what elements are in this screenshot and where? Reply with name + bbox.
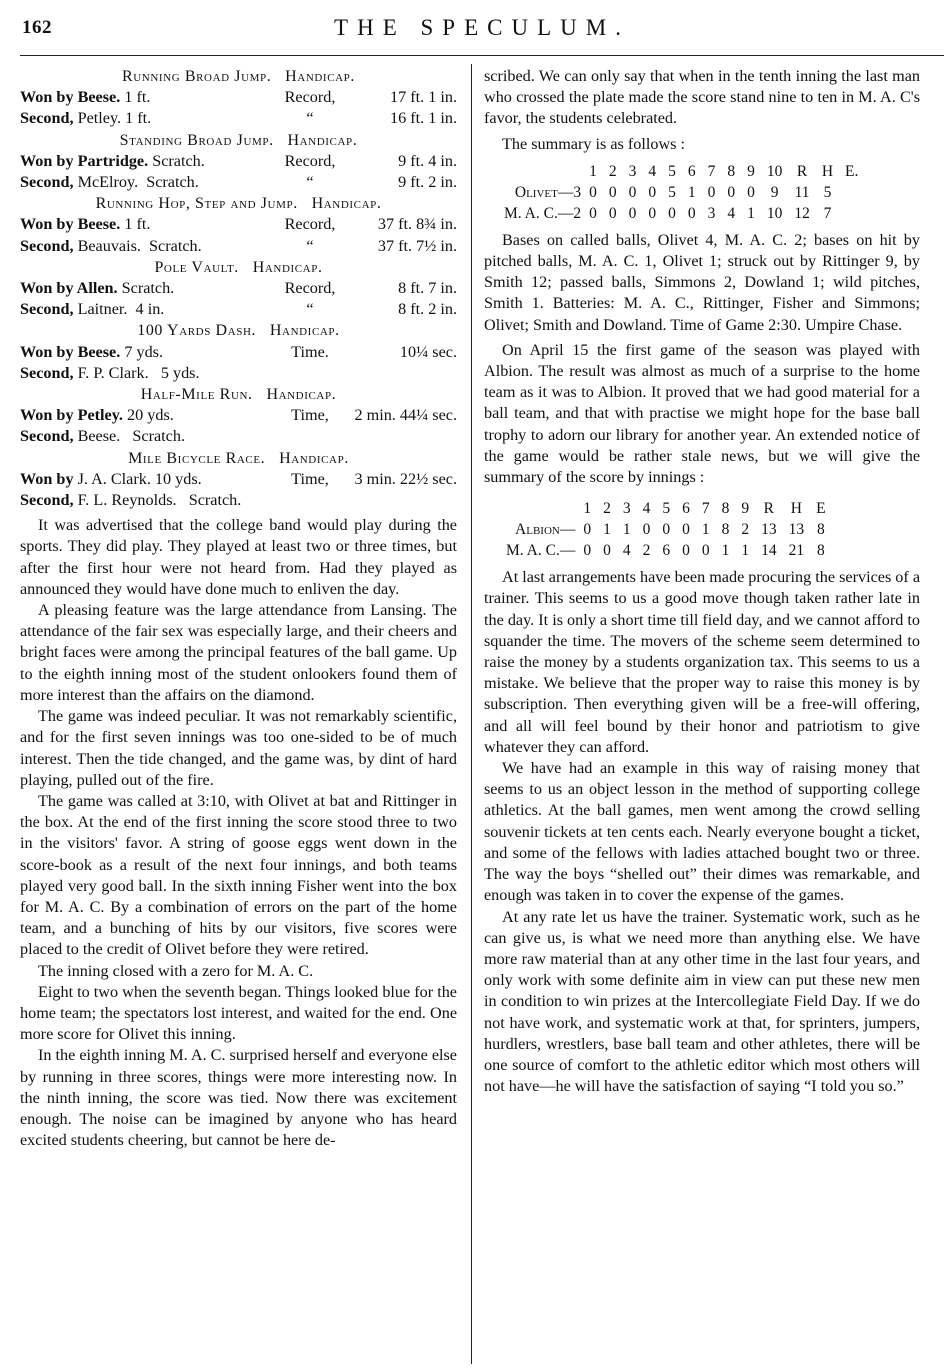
inning-header: 2 bbox=[603, 500, 611, 518]
event-result-row bbox=[20, 214, 457, 235]
score-cell: 2 bbox=[741, 521, 750, 539]
placing: Second, bbox=[20, 109, 74, 128]
event-result-row bbox=[20, 108, 457, 129]
event-heading: Mile Bicycle Race. Handicap. bbox=[128, 449, 349, 467]
handicap-detail: Scratch. bbox=[152, 151, 205, 170]
inning-header: 8 bbox=[721, 500, 730, 518]
event-result-row bbox=[20, 342, 457, 363]
event-result-row bbox=[20, 87, 457, 108]
score-cell: 0 bbox=[747, 183, 755, 201]
record-value: 16 ft. 1 in. bbox=[390, 109, 457, 128]
score-cell: 1 bbox=[721, 542, 730, 560]
score-cell: 21 bbox=[788, 542, 805, 560]
inning-header: 7 bbox=[701, 500, 710, 518]
inning-header: 10 bbox=[766, 162, 783, 180]
event-result-row bbox=[20, 172, 457, 193]
record-value: 37 ft. 7½ in. bbox=[377, 236, 457, 255]
event-result-row bbox=[20, 405, 457, 426]
publication-title: THE SPECULUM. bbox=[334, 15, 630, 40]
score-cell: 0 bbox=[642, 521, 651, 539]
placing: Won by Partridge. bbox=[20, 151, 149, 170]
record-label: Record, bbox=[284, 151, 336, 170]
placing: Won by Petley. bbox=[20, 406, 123, 425]
record-label: Record, bbox=[284, 88, 336, 107]
inning-header: E bbox=[816, 500, 826, 518]
inning-header: 9 bbox=[741, 500, 750, 518]
score-cell: 0 bbox=[682, 521, 690, 539]
placing: Won by Beese. bbox=[20, 342, 121, 361]
event-result-row bbox=[20, 278, 457, 299]
right-column bbox=[484, 66, 920, 1097]
field-day-results bbox=[20, 66, 457, 511]
inning-header: 7 bbox=[707, 162, 716, 180]
record-value: 10¼ sec. bbox=[399, 342, 457, 361]
page-number: 162 bbox=[22, 17, 52, 38]
score-cell: 3 bbox=[707, 204, 716, 222]
event-result-row bbox=[20, 426, 457, 447]
inning-header: H bbox=[821, 162, 834, 180]
paragraph-trainer: At last arrangements have been made procuring the services of a trainer. This seems to us a good move though taken rather late in the day. It is only a short time till field day, and we cannot afford to squander the time. The movers of the scheme seem determined to raise the money by a students organization tax. This seems to us a mistake. We believe that the proper way to raise this money is by subscription. Then everything given will be a free-will offering, and all will feel bound by their honor and patriotism to give whatever they can afford. bbox=[484, 568, 921, 756]
team-name: M. A. C.—2 bbox=[504, 204, 582, 222]
event-result-row bbox=[20, 490, 457, 511]
placing: Won by Beese. bbox=[20, 215, 121, 234]
inning-header: 4 bbox=[648, 162, 657, 180]
score-cell: 13 bbox=[761, 521, 777, 539]
record-label: Time, bbox=[291, 469, 329, 488]
score-cell: 0 bbox=[628, 183, 637, 201]
paragraph-game-called: The game was called at 3:10, with Olivet at bat and Rittinger in the box. At the end of the first inning the score stood three to two in the visitors' favor. A string of goose eggs went down in the score-book as a result of the next four innings, and both teams played very good ball. In the sixth inning Fisher went into the box for M. A. C. By a combination of errors on the part of the home team, and a bunching of hits by our visitors, five scores were placed to the credit of Olivet before they were retired. bbox=[20, 791, 457, 959]
placing: Second, bbox=[20, 427, 74, 446]
header-rule bbox=[20, 55, 944, 56]
score-cell: 11 bbox=[794, 183, 810, 201]
page-header bbox=[0, 0, 944, 52]
paragraph-seventh-inning: Eight to two when the seventh began. Things looked blue for the home team; the spectators lost interest, and waited for the end. One more score for Olivet this inning. bbox=[20, 982, 457, 1044]
record-value: 9 ft. 2 in. bbox=[398, 173, 457, 192]
inning-header: 6 bbox=[682, 500, 690, 518]
handicap-detail: Laitner. 4 in. bbox=[77, 300, 165, 319]
record-label: “ bbox=[306, 236, 314, 255]
inning-header: 8 bbox=[727, 162, 736, 180]
team-score-row bbox=[500, 540, 832, 561]
summary-details: Bases on called balls, Olivet 4, M. A. C. 2; bases on hit by pitched balls, M. A. C. 1, Olivet 1; struck out by Rittinger 9, by Smith 12; passed balls, Simmons 2, Dowland 1; wild pitches, Smith 1. Batteries: M. A. C., Rittinger, Fisher and Simmons; Olivet; Smith and Dowland. Time of Game 2:30. Umpire Chase. bbox=[484, 230, 920, 334]
score-cell: 5 bbox=[668, 183, 676, 201]
team-score-row bbox=[498, 182, 864, 203]
event-result-row bbox=[20, 299, 457, 320]
handicap-detail: Beauvais. Scratch. bbox=[77, 236, 202, 255]
record-value: 17 ft. 1 in. bbox=[390, 88, 457, 107]
handicap-detail: 1 ft. bbox=[124, 215, 151, 234]
handicap-detail: McElroy. Scratch. bbox=[77, 173, 199, 192]
score-cell: 4 bbox=[727, 204, 736, 222]
record-label: Record, bbox=[284, 215, 336, 234]
paragraph-albion-game: On April 15 the first game of the season was played with Albion. The result was almost as much of a surprise to the home team as it was to Albion. It proved that we had good material for a ball team, and that with practise we might hope for the base ball trophy to adorn our library for another year. An extended notice of the game would be rather stale news, but we will give the summary of the score by innings : bbox=[484, 340, 920, 487]
inning-header bbox=[500, 498, 577, 519]
inning-header: 1 bbox=[583, 500, 592, 518]
event-heading: Running Hop, Step and Jump. Handicap. bbox=[95, 195, 382, 213]
team-name: M. A. C.— bbox=[506, 542, 576, 560]
handicap-detail: Beese. Scratch. bbox=[77, 427, 186, 446]
column-divider bbox=[471, 64, 472, 1364]
record-label: “ bbox=[306, 173, 314, 192]
record-label: Time. bbox=[291, 342, 329, 361]
score-cell: 9 bbox=[770, 183, 779, 201]
event-result-row bbox=[20, 469, 457, 490]
record-value: 37 ft. 8¾ in. bbox=[377, 215, 457, 234]
event-result-row bbox=[20, 151, 457, 172]
score-cell: 0 bbox=[701, 542, 710, 560]
record-value: 3 min. 22½ sec. bbox=[354, 469, 457, 488]
score-cell: 0 bbox=[628, 204, 637, 222]
paragraph-game-peculiar: The game was indeed peculiar. It was not remarkably scientific, and for the first seven innings was too one-sided to be of much interest. Then the tide changed, and the game was, by dint of hard playing, pulled out of the fire. bbox=[20, 707, 457, 789]
albion-score-table bbox=[500, 498, 832, 561]
record-label: “ bbox=[306, 300, 314, 319]
record-label: Time, bbox=[291, 406, 329, 425]
score-cell: 1 bbox=[741, 542, 750, 560]
score-cell: 0 bbox=[648, 183, 657, 201]
placing: Second, bbox=[20, 236, 74, 255]
left-column bbox=[20, 66, 457, 1151]
inning-header: 3 bbox=[622, 500, 631, 518]
score-cell: 7 bbox=[823, 204, 832, 222]
inning-header: 5 bbox=[668, 162, 676, 180]
team-name: Olivet—3 bbox=[514, 183, 582, 201]
inning-header: H bbox=[790, 500, 802, 518]
event-result-row bbox=[20, 236, 457, 257]
score-header-row bbox=[498, 161, 864, 182]
paragraph-band: It was advertised that the college band would play during the sports. They did play. They played at least two or three times, but after the first hour were not heard from. Had they played as announced they would have done much to enliven the day. bbox=[20, 516, 457, 598]
inning-header: 9 bbox=[747, 162, 755, 180]
handicap-detail: 7 yds. bbox=[124, 342, 164, 361]
handicap-detail: Scratch. bbox=[121, 279, 175, 298]
score-cell: 0 bbox=[589, 183, 597, 201]
record-value: 9 ft. 4 in. bbox=[398, 151, 457, 170]
score-cell: 1 bbox=[622, 521, 631, 539]
team-score-row bbox=[500, 519, 832, 540]
score-cell: 6 bbox=[662, 542, 671, 560]
score-cell: 2 bbox=[642, 542, 651, 560]
score-header-row bbox=[500, 498, 832, 519]
score-cell: 0 bbox=[583, 521, 592, 539]
inning-header: R bbox=[796, 162, 808, 180]
score-cell: 0 bbox=[668, 204, 676, 222]
inning-header: 3 bbox=[628, 162, 637, 180]
event-heading: Pole Vault. Handicap. bbox=[154, 258, 323, 276]
score-cell: 0 bbox=[608, 183, 617, 201]
handicap-detail: Petley. 1 ft. bbox=[77, 109, 152, 128]
inning-header: E. bbox=[845, 162, 859, 180]
inning-header: 2 bbox=[608, 162, 617, 180]
event-heading: Half-Mile Run. Handicap. bbox=[140, 386, 337, 404]
inning-header: 5 bbox=[662, 500, 671, 518]
score-cell: 8 bbox=[721, 521, 730, 539]
score-cell: 1 bbox=[603, 521, 611, 539]
score-cell: 0 bbox=[648, 204, 657, 222]
placing: Won by Beese. bbox=[20, 88, 121, 107]
score-cell: 1 bbox=[687, 183, 696, 201]
score-cell: 1 bbox=[747, 204, 755, 222]
placing: Second, bbox=[20, 300, 74, 319]
record-value: 8 ft. 7 in. bbox=[398, 279, 457, 298]
summary-intro: The summary is as follows : bbox=[502, 134, 685, 153]
placing: Second, bbox=[20, 363, 74, 382]
inning-header: 4 bbox=[642, 500, 651, 518]
score-cell: 8 bbox=[816, 521, 825, 539]
placing: Won by bbox=[20, 469, 74, 488]
event-heading: Standing Broad Jump. Handicap. bbox=[119, 131, 358, 149]
paragraph-raising-money: We have had an example in this way of raising money that seems to us an object lesson in the method of supporting college athletics. At the ball games, men went among the crowd selling souvenir tickets at ten cents each. Nearly everyone bought a ticket, and some of the fellows with ladies attached bought two or three. The way the boys “shelled out” their dimes was remarkable, and enough was taken in to cover the expense of the games. bbox=[484, 759, 920, 905]
paragraph-continued: scribed. We can only say that when in the tenth inning the last man who crossed the plate made the score stand nine to ten in M. A. C's favor, the students celebrated. bbox=[484, 67, 920, 128]
score-cell: 10 bbox=[766, 204, 783, 222]
paragraph-systematic-work: At any rate let us have the trainer. Systematic work, such as he can give us, is what we need more than anything else. We have more raw material than at any other time in the last four years, and only work with some definite aim in view can put these new men in condition to win prizes at the Intercollegiate Field Day. If we do not have work, and systematic work at that, for sprinters, jumpers, hurdlers, wrestlers, base ball team and other athletes, there will be one source of comfort to the athletic editor which most others will not have—he will have the satisfaction of saying “I told you so.” bbox=[484, 907, 920, 1096]
handicap-detail: F. P. Clark. 5 yds. bbox=[77, 363, 200, 382]
olivet-score-table bbox=[498, 161, 864, 224]
score-cell: 0 bbox=[682, 542, 690, 560]
score-cell: 8 bbox=[816, 542, 825, 560]
handicap-detail: F. L. Reynolds. Scratch. bbox=[77, 491, 242, 510]
score-cell: 5 bbox=[823, 183, 832, 201]
handicap-detail: 1 ft. bbox=[124, 88, 151, 107]
team-name: Albion— bbox=[515, 521, 576, 539]
inning-header: 6 bbox=[687, 162, 696, 180]
handicap-detail: 20 yds. bbox=[127, 406, 174, 425]
score-cell: 0 bbox=[662, 521, 671, 539]
record-value: 8 ft. 2 in. bbox=[398, 300, 457, 319]
placing: Second, bbox=[20, 491, 74, 510]
placing: Second, bbox=[20, 173, 74, 192]
score-cell: 13 bbox=[788, 521, 805, 539]
inning-header: R bbox=[763, 500, 775, 518]
score-cell: 0 bbox=[707, 183, 716, 201]
placing: Won by Allen. bbox=[20, 279, 118, 298]
paragraph-eighth-inning: In the eighth inning M. A. C. surprised herself and everyone else by running in three scores, things were more interesting now. In the ninth inning, the score was tied. Now there was excitement enough. The noise can be imagined by anyone who has heard excited students cheering, but cannot be here de- bbox=[20, 1046, 457, 1150]
inning-header bbox=[498, 161, 583, 182]
record-value: 2 min. 44¼ sec. bbox=[354, 406, 457, 425]
team-score-row bbox=[498, 203, 864, 224]
paragraph-attendance: A pleasing feature was the large attendance from Lansing. The attendance of the fair sex was especially large, and their cheers and bright faces were among the principal features of the ball game. Up to the eighth inning most of the student onlookers found them of more interest than the affairs on the diamond. bbox=[20, 601, 457, 704]
score-cell: 0 bbox=[727, 183, 736, 201]
score-cell: 0 bbox=[687, 204, 696, 222]
score-cell: 14 bbox=[761, 542, 777, 560]
event-result-row bbox=[20, 363, 457, 384]
inning-header: 1 bbox=[589, 162, 597, 180]
event-heading: Running Broad Jump. Handicap. bbox=[121, 68, 355, 85]
paragraph-inning-closed: The inning closed with a zero for M. A. C. bbox=[38, 961, 314, 980]
score-cell: 0 bbox=[583, 542, 592, 560]
score-cell: 0 bbox=[603, 542, 611, 560]
record-label: Record, bbox=[284, 279, 336, 298]
score-cell: 1 bbox=[701, 521, 710, 539]
score-cell: 4 bbox=[622, 542, 631, 560]
score-cell: 0 bbox=[608, 204, 617, 222]
score-cell: 12 bbox=[794, 204, 810, 222]
handicap-detail: J. A. Clark. 10 yds. bbox=[77, 469, 202, 488]
record-label: “ bbox=[306, 109, 314, 128]
event-heading: 100 Yards Dash. Handicap. bbox=[137, 322, 340, 340]
score-cell: 0 bbox=[589, 204, 597, 222]
